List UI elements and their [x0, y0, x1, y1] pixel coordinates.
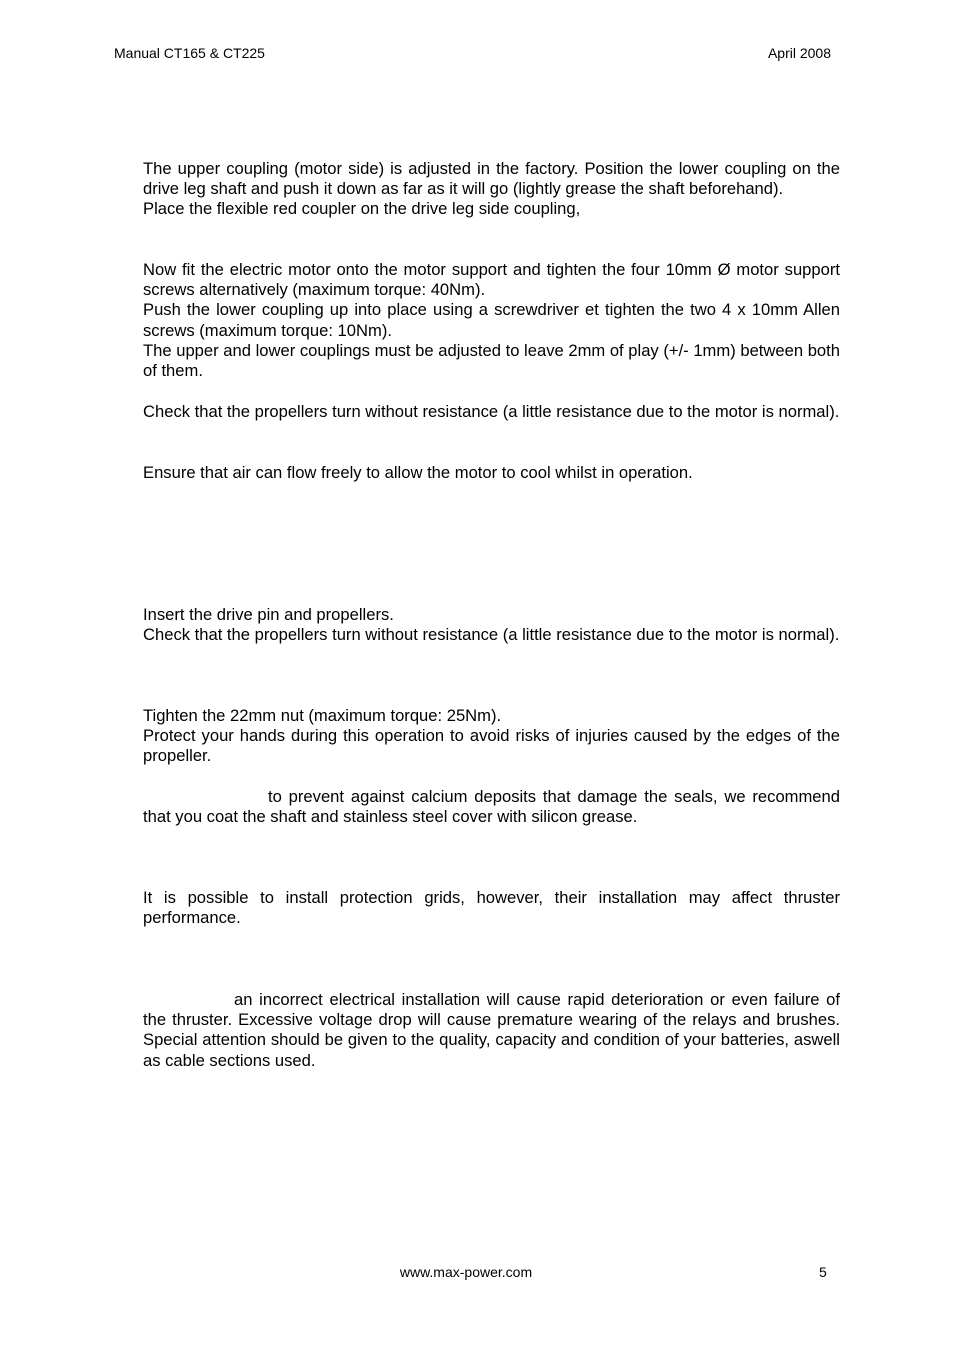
grease-section: [143, 787, 840, 827]
motor-paragraph-3: The upper and lower couplings must be adjusted to leave 2mm of play (+/- 1mm) between both of them.: [143, 340, 840, 381]
page-number: 5: [819, 1264, 827, 1280]
airflow-paragraph: Ensure that air can flow freely to allow the motor to cool whilst in operation.: [143, 463, 693, 482]
document-title: Manual CT165 & CT225: [114, 45, 265, 61]
grease-paragraph: to prevent against calcium deposits that damage the seals, we recommend that you coat the shaft and stainless steel cover with silicon grease.: [143, 787, 840, 827]
coupling-section: [143, 159, 840, 220]
motor-paragraph-2: Push the lower coupling up into place using a screwdriver et tighten the two 4 x 10mm Allen screws (maximum torque: 10Nm).: [143, 300, 840, 340]
footer-website: www.max-power.com: [399, 1264, 533, 1280]
airflow-section: [143, 463, 840, 483]
nut-section: [143, 706, 840, 767]
nut-paragraph-1: Tighten the 22mm nut (maximum torque: 25Nm).: [143, 706, 502, 725]
grids-paragraph: It is possible to install protection grids, however, their installation may affect thruster performance.: [143, 888, 840, 928]
check-resistance-section: [143, 402, 840, 422]
propellers-section: [143, 605, 840, 645]
motor-paragraph-1: Now fit the electric motor onto the motor support and tighten the four 10mm Ø motor support screws alternatively (maximum torque: 40Nm).: [143, 260, 840, 300]
grids-section: [143, 888, 840, 928]
motor-section: [143, 260, 840, 381]
coupling-paragraph-2: Place the flexible red coupler on the drive leg side coupling,: [143, 199, 581, 219]
coupling-paragraph-1: The upper coupling (motor side) is adjusted in the factory. Position the lower coupling on the drive leg shaft and push it down as far as it will go (lightly grease the shaft beforehand).: [143, 159, 840, 199]
electrical-section: [143, 990, 840, 1071]
document-date: April 2008: [767, 45, 831, 61]
check-resistance-paragraph: Check that the propellers turn without resistance (a little resistance due to the motor is normal).: [143, 402, 840, 421]
propellers-paragraph-1: Insert the drive pin and propellers.: [143, 605, 394, 624]
nut-paragraph-2: Protect your hands during this operation to avoid risks of injuries caused by the edges of the propeller.: [143, 726, 840, 766]
propellers-paragraph-2: Check that the propellers turn without resistance (a little resistance due to the motor is normal).: [143, 625, 840, 645]
electrical-paragraph: an incorrect electrical installation will cause rapid deterioration or even failure of the thruster. Excessive voltage drop will cause premature wearing of the relays and brushes. Special attention should be given to the quality, capacity and condition of your batteries, aswell as cable sections used.: [143, 990, 840, 1070]
